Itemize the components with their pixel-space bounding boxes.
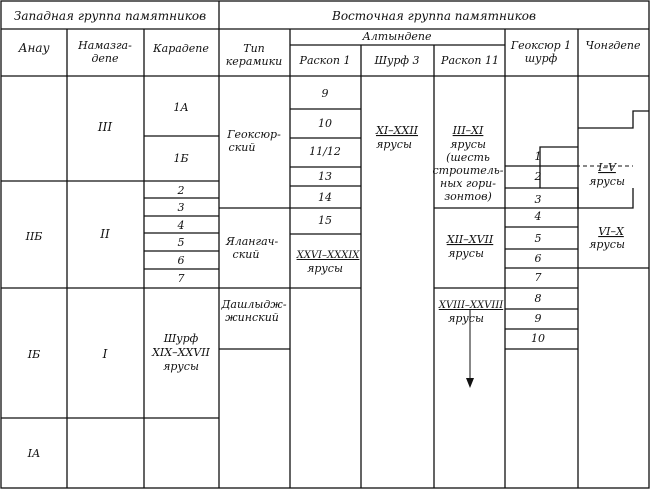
ceramic-type-header-2: керамики <box>225 55 283 68</box>
raskop1-level: 10 <box>318 117 332 130</box>
raskop11-text: ярусы <box>448 312 484 325</box>
namazga-period: I <box>102 347 108 361</box>
ceramic-dashlyji: жинский <box>225 311 279 324</box>
raskop11-column <box>433 124 505 325</box>
altyndepe-header: Алтындепе <box>362 30 432 43</box>
geoksyur-level: 4 <box>534 210 542 223</box>
namazga-header-2: депе <box>91 52 119 65</box>
karadepe-shurf: XIX–XXVII <box>152 346 210 359</box>
anau-period: IА <box>27 447 41 460</box>
namazga-header-1: Намазга- <box>78 39 132 52</box>
anau-column <box>25 230 43 460</box>
west-group-header: Западная группа памятников <box>13 9 207 23</box>
chongdepe-column <box>589 161 625 251</box>
raskop1-level: 13 <box>318 170 332 183</box>
karadepe-shurf: Шурф <box>163 332 199 345</box>
geoksyur-level: 10 <box>531 332 545 345</box>
raskop11-text: ярусы <box>450 138 486 151</box>
geoksyur-level: 1 <box>534 150 542 163</box>
geoksyur-level: 8 <box>534 292 542 305</box>
raskop1-level: 14 <box>318 191 332 204</box>
shurf3-range: XI–XXII <box>375 124 419 137</box>
raskop11-text: строитель- <box>432 164 504 177</box>
namazga-period: II <box>100 227 110 241</box>
raskop11-text: III–XI <box>452 124 484 137</box>
chong-range: I–V <box>598 161 616 174</box>
ceramic-yalangach: ский <box>232 248 260 261</box>
chong-word: ярусы <box>589 175 625 188</box>
geoksyur-level: 9 <box>534 312 542 325</box>
karadepe-shurf: ярусы <box>163 360 199 373</box>
raskop11-text: XVIII–XXVIII <box>438 300 504 311</box>
raskop1-yarusy-word: ярусы <box>307 262 343 275</box>
table-grid <box>1 1 649 488</box>
raskop1-column <box>296 87 361 275</box>
namazga-column <box>97 120 112 361</box>
raskop1-level: 11/12 <box>309 145 341 158</box>
chongdepe-header: Чонгдепе <box>585 39 641 52</box>
raskop11-text: ных гори- <box>440 177 496 190</box>
anau-header: Анау <box>18 41 50 55</box>
geoksyur-level: 7 <box>534 271 542 284</box>
east-group-header: Восточная группа памятников <box>332 9 536 23</box>
ceramic-type-header-1: Тип <box>243 42 265 55</box>
geoksyur-level: 6 <box>534 252 542 265</box>
karadepe-level: 5 <box>177 236 185 249</box>
karadepe-level: 2 <box>177 184 185 197</box>
geoksyur-header-2: шурф <box>524 52 558 65</box>
namazga-period: III <box>97 120 113 134</box>
table-header <box>14 9 641 68</box>
karadepe-level: 1Б <box>173 152 189 165</box>
geoksyur-header-1: Геоксюр 1 <box>510 39 572 52</box>
karadepe-level: 7 <box>177 272 185 285</box>
karadepe-level: 6 <box>177 254 185 267</box>
anau-period: IIБ <box>25 230 43 243</box>
karadepe-header: Карадепе <box>153 42 209 55</box>
raskop1-header: Раскоп 1 <box>299 54 351 67</box>
raskop11-header: Раскоп 11 <box>441 54 499 67</box>
ceramic-geoksyur: Геоксюр- <box>227 128 281 141</box>
raskop1-level: 15 <box>318 214 332 227</box>
shurf3-header: Шурф 3 <box>374 54 420 67</box>
chong-word: ярусы <box>589 238 625 251</box>
ceramic-geoksyur: ский <box>228 141 256 154</box>
geoksyur-column <box>531 150 545 345</box>
ceramic-yalangach: Ялангач- <box>225 235 279 248</box>
raskop11-text: ярусы <box>448 247 484 260</box>
geoksyur-level: 3 <box>534 193 542 206</box>
ceramic-type-column <box>220 128 286 324</box>
raskop1-yarusy-range: XXVI–XXXIX <box>296 250 360 261</box>
raskop11-text: зонтов) <box>444 190 492 203</box>
anau-period: IБ <box>27 348 41 361</box>
karadepe-level: 1А <box>173 101 189 114</box>
geoksyur-level: 2 <box>534 170 542 183</box>
raskop11-text: (шесть <box>446 151 490 164</box>
raskop1-level: 9 <box>321 87 329 100</box>
chong-range: VI–X <box>598 225 624 238</box>
karadepe-level: 4 <box>177 219 185 232</box>
raskop11-text: XII–XVII <box>446 233 494 246</box>
ceramic-dashlyji: Дашлыдж- <box>221 298 287 311</box>
shurf3-column <box>375 124 419 151</box>
karadepe-column <box>151 101 210 373</box>
shurf3-word: ярусы <box>376 138 412 151</box>
karadepe-level: 3 <box>177 201 185 214</box>
geoksyur-level: 5 <box>534 232 542 245</box>
